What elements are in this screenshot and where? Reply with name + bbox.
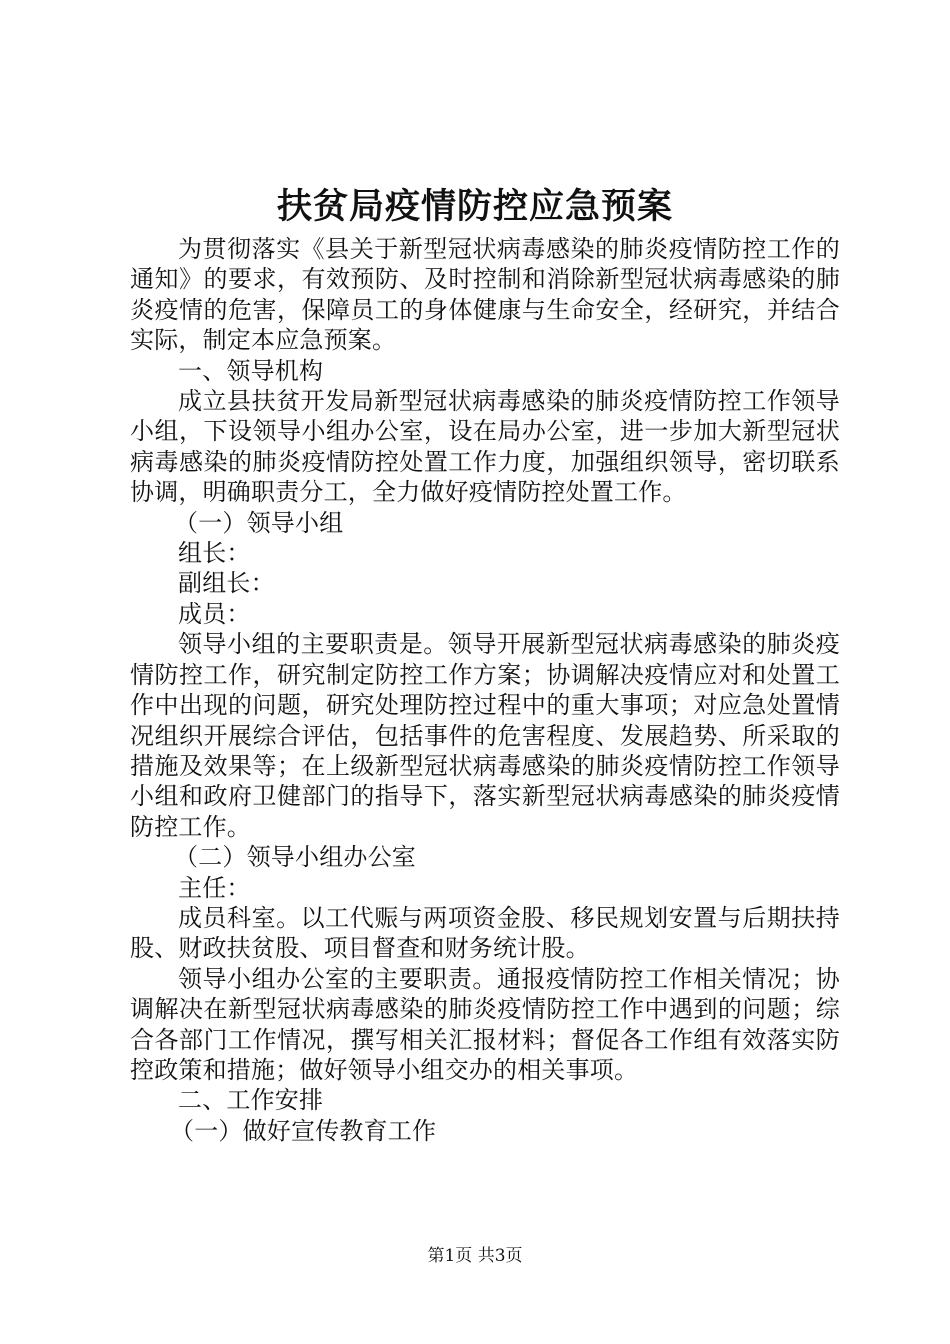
subsection-heading-leading-group: （一）领导小组 xyxy=(174,508,344,537)
document-body xyxy=(130,234,840,1146)
section-heading-work-arrangement: 二、工作安排 xyxy=(178,1086,324,1115)
subsection-heading-office: （二）领导小组办公室 xyxy=(174,843,416,872)
paragraph-group-duties: 领导小组的主要职责是。领导开展新型冠状病毒感染的肺炎疫情防控工作，研究制定防控工作方案；协调解决疫情应对和处置工作中出现的问题，研究处理防控过程中的重大事项；对应急处置情况组织开展综合评估，包括事件的危害程度、发展趋势、所采取的措施及效果等；在上级新型冠状病毒感染的肺炎疫情防控工作领导小组和政府卫健部门的指导下，落实新型冠状病毒感染的肺炎疫情防控工作。 xyxy=(130,630,840,841)
paragraph-office-duties: 领导小组办公室的主要职责。通报疫情防控工作相关情况；协调解决在新型冠状病毒感染的肺炎疫情防控工作中遇到的问题；综合各部门工作情况，撰写相关汇报材料；督促各工作组有效落实防控政策和措施；做好领导小组交办的相关事项。 xyxy=(130,964,840,1084)
line-director: 主任： xyxy=(178,873,251,902)
section-heading-leadership: 一、领导机构 xyxy=(178,356,324,385)
paragraph-member-departments: 成员科室。以工代赈与两项资金股、移民规划安置与后期扶持股、财政扶贫股、项目督查和财务统计股。 xyxy=(130,903,840,963)
line-members: 成员： xyxy=(178,599,251,628)
page-footer: 第1页 共3页 xyxy=(427,1246,523,1266)
document-title: 扶贫局疫情防控应急预案 xyxy=(276,186,673,227)
paragraph-leadership: 成立县扶贫开发局新型冠状病毒感染的肺炎疫情防控工作领导小组，下设领导小组办公室，设在局办公室，进一步加大新型冠状病毒感染的肺炎疫情防控处置工作力度，加强组织领导，密切联系协调，明确职责分工，全力做好疫情防控处置工作。 xyxy=(130,387,840,507)
subsection-heading-publicity: （一）做好宣传教育工作 xyxy=(170,1116,437,1145)
line-deputy-leader: 副组长： xyxy=(178,569,275,598)
line-group-leader: 组长： xyxy=(178,539,251,568)
paragraph-intro: 为贯彻落实《县关于新型冠状病毒感染的肺炎疫情防控工作的通知》的要求，有效预防、及时控制和消除新型冠状病毒感染的肺炎疫情的危害，保障员工的身体健康与生命安全，经研究，并结合实际，制定本应急预案。 xyxy=(130,235,840,355)
